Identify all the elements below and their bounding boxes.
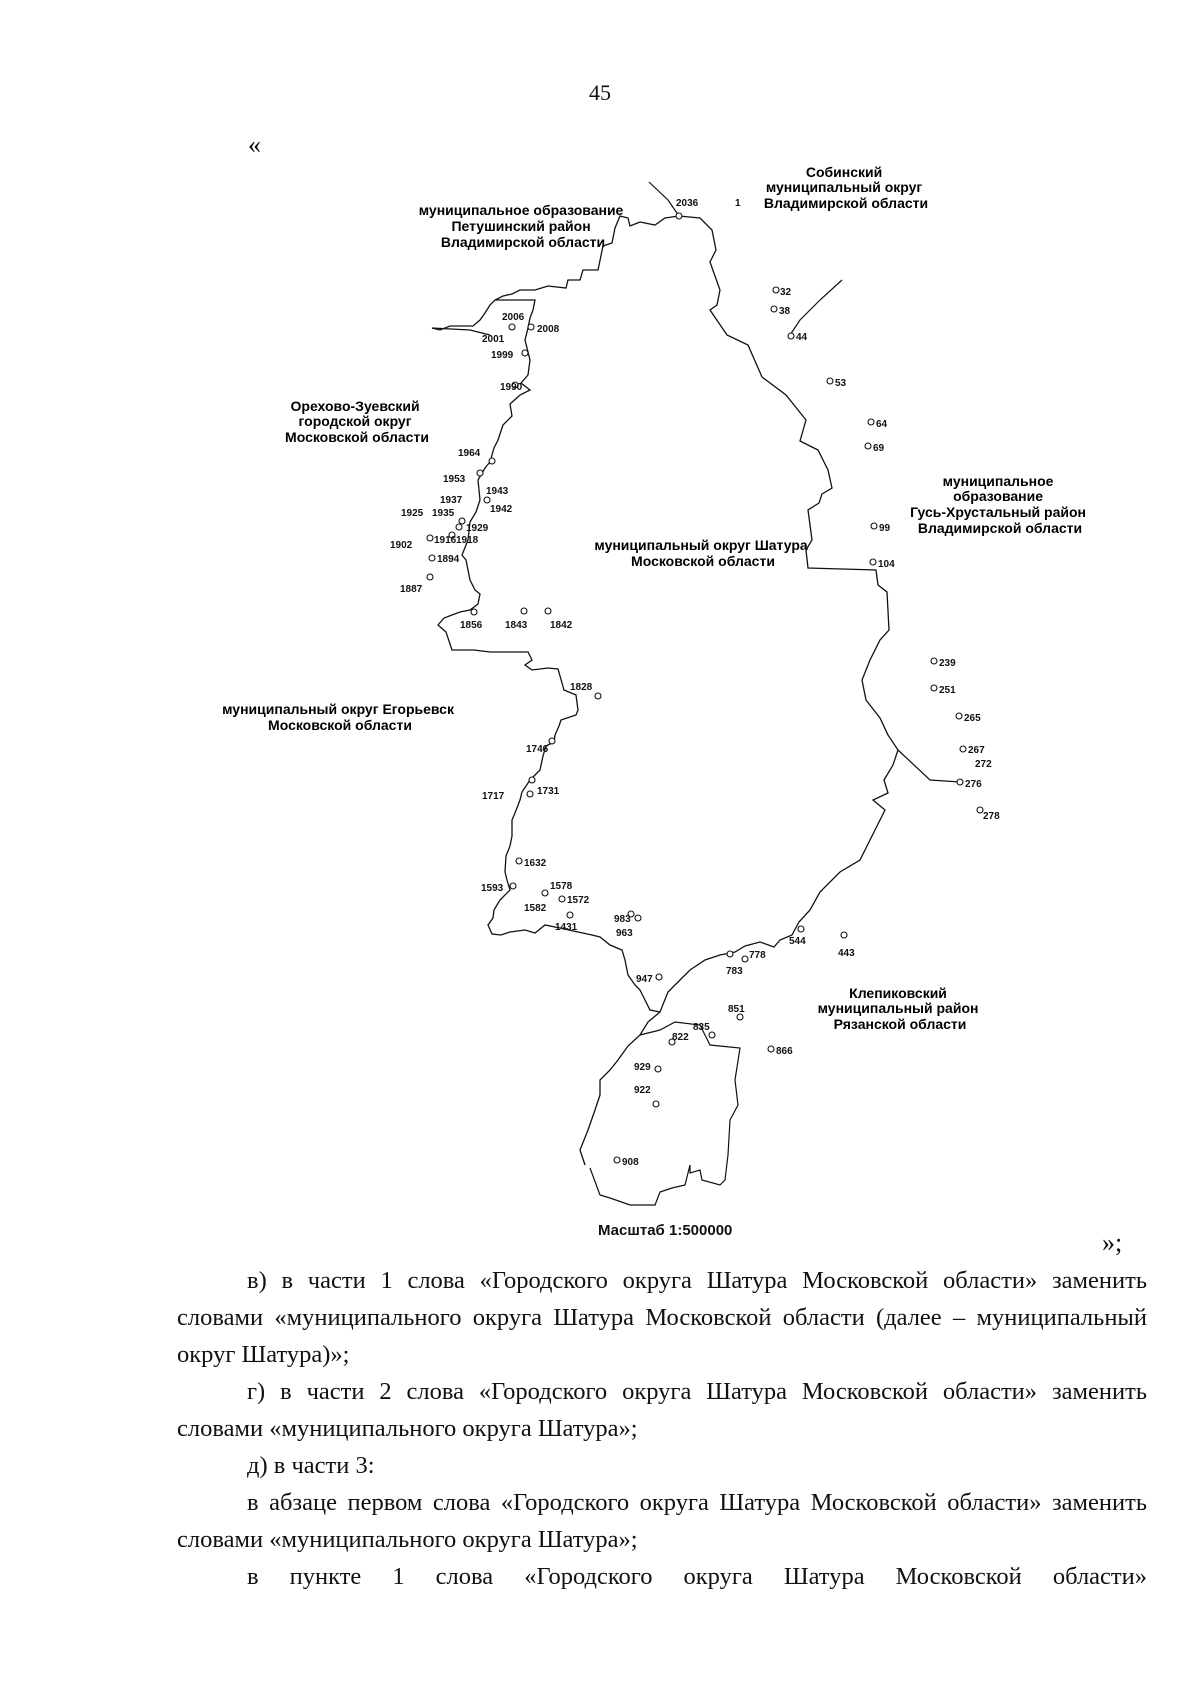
boundary-point-marker (595, 693, 601, 699)
point-number: 44 (796, 332, 808, 343)
point-number: 1746 (526, 744, 549, 755)
point-number: 1887 (400, 584, 423, 595)
boundary-point-marker (931, 685, 937, 691)
point-number: 1842 (550, 620, 573, 631)
point-number: 38 (779, 306, 791, 317)
point-number: 1856 (460, 620, 483, 631)
boundary-point-marker (771, 306, 777, 312)
enclave-line (590, 1022, 740, 1205)
boundary-point-marker (960, 746, 966, 752)
point-number: 443 (838, 948, 855, 959)
point-number: 1593 (481, 883, 504, 894)
region-label-petushinsky: муниципальное образование Петушинский район Владимирской области (418, 202, 624, 250)
point-number: 1717 (482, 791, 505, 802)
point-number: 99 (879, 523, 891, 534)
point-number: 1 (735, 198, 741, 209)
point-number: 1935 (432, 508, 455, 519)
point-number: 1894 (437, 554, 460, 565)
point-number: 783 (726, 966, 743, 977)
boundary-point-marker (516, 858, 522, 864)
point-number: 2036 (676, 198, 699, 209)
boundary-point-marker (527, 791, 533, 797)
point-number: 963 (616, 928, 633, 939)
boundary-point-marker (614, 1157, 620, 1163)
point-number: 1929 (466, 523, 489, 534)
boundary-point-marker (656, 974, 662, 980)
point-number: 1925 (401, 508, 424, 519)
point-number: 1942 (490, 504, 513, 515)
boundary-point-marker (871, 523, 877, 529)
boundary-point-marker (509, 324, 515, 330)
point-number: 1632 (524, 858, 547, 869)
point-number: 822 (672, 1032, 689, 1043)
boundary-point-marker (528, 324, 534, 330)
point-number: 778 (749, 950, 766, 961)
boundary-point-marker (841, 932, 847, 938)
point-number: 1953 (443, 474, 466, 485)
paragraph-v: в) в части 1 слова «Городского округа Шатура Московской области» заменить словами «муниципального округа Шатура Московской области (далее – муниципальный округ Шатура)»; (177, 1267, 1147, 1368)
boundary-point-marker (868, 419, 874, 425)
external-line (790, 280, 842, 335)
boundary-point-marker (788, 333, 794, 339)
boundary-point-marker (456, 524, 462, 530)
boundary-point-marker (676, 213, 682, 219)
boundary-point-marker (653, 1101, 659, 1107)
paragraph-abzats-1: в абзаце первом слова «Городского округа Шатура Московской области» заменить словами «муниципального округа Шатура»; (177, 1489, 1147, 1553)
point-number: 835 (693, 1022, 710, 1033)
point-number: 267 (968, 745, 985, 756)
boundary-point-marker (727, 951, 733, 957)
point-number: 1902 (390, 540, 413, 551)
boundary-point-marker (545, 608, 551, 614)
point-number: 1843 (505, 620, 528, 631)
paragraph-d: д) в части 3: (247, 1452, 375, 1479)
region-label-gus: муниципальное образование Гусь-Хрустальный район Владимирской области (910, 473, 1086, 536)
point-number: 1937 (440, 495, 463, 506)
boundary-line (438, 328, 660, 1012)
boundary-point-marker (870, 559, 876, 565)
point-number: 32 (780, 287, 792, 298)
map-scale: Масштаб 1:500000 (598, 1222, 733, 1239)
klepiki-enclave (590, 1022, 740, 1205)
boundary-point-marker (522, 350, 528, 356)
point-number: 851 (728, 1004, 745, 1015)
boundary-point-marker (957, 779, 963, 785)
boundary-point-marker (510, 883, 516, 889)
boundary-point-marker (427, 574, 433, 580)
boundary-point-marker (768, 1046, 774, 1052)
boundary-map (0, 160, 1200, 1210)
point-number: 1990 (500, 382, 523, 393)
boundary-point-marker (459, 518, 465, 524)
point-number: 1582 (524, 903, 547, 914)
boundary-point-marker (529, 777, 535, 783)
point-number: 251 (939, 685, 956, 696)
paragraph-punkt-1: в пункте 1 слова «Городского округа Шатура Московской области» (247, 1563, 1147, 1590)
external-boundaries (432, 182, 960, 782)
point-number: 1572 (567, 895, 590, 906)
boundary-point-marker (549, 738, 555, 744)
point-number: 64 (876, 419, 888, 430)
point-number: 544 (789, 936, 806, 947)
point-number: 1828 (570, 682, 593, 693)
point-number: 922 (634, 1085, 651, 1096)
point-number: 1731 (537, 786, 560, 797)
point-number: 866 (776, 1046, 793, 1057)
boundary-point-marker (956, 713, 962, 719)
point-number: 908 (622, 1157, 639, 1168)
opening-quote: « (248, 130, 261, 159)
page-number: 45 (589, 80, 611, 105)
point-number: 1918 (456, 535, 479, 546)
point-number: 2006 (502, 312, 525, 323)
boundary-point-marker (542, 890, 548, 896)
boundary-point-marker (427, 535, 433, 541)
point-number: 2008 (537, 324, 560, 335)
boundary-point-marker (429, 555, 435, 561)
point-number: 69 (873, 443, 885, 454)
document-text (177, 1262, 1147, 1595)
region-label-shatura: муниципальный округ Шатура Московской области (594, 537, 808, 569)
region-label-orekhovo: Орехово-Зуевский городской округ Московской области (285, 398, 429, 445)
point-number: 929 (634, 1062, 651, 1073)
point-number: 2001 (482, 334, 505, 345)
external-line (649, 182, 679, 216)
region-label-klepiki: Клепиковский муниципальный район Рязанской области (817, 985, 979, 1032)
point-number: 104 (878, 559, 895, 570)
paragraph-g: г) в части 2 слова «Городского округа Шатура Московской области» заменить словами «муниципального округа Шатура»; (177, 1378, 1147, 1442)
point-number: 1964 (458, 448, 481, 459)
boundary-point-marker (709, 1032, 715, 1038)
boundary-point-marker (477, 470, 483, 476)
boundary-point-marker (798, 926, 804, 932)
point-number: 265 (964, 713, 981, 724)
region-label-sobinsky: Собинский муниципальный округ Владимирской области (763, 164, 929, 211)
closing-quote: »; (1102, 1228, 1123, 1257)
boundary-point-marker (827, 378, 833, 384)
boundary-point-marker (484, 497, 490, 503)
boundary-point-marker (559, 896, 565, 902)
boundary-point-marker (865, 443, 871, 449)
point-number: 1943 (486, 486, 509, 497)
external-line (898, 750, 960, 782)
boundary-point-marker (567, 912, 573, 918)
boundary-point-marker (931, 658, 937, 664)
boundary-point-marker (773, 287, 779, 293)
point-number: 239 (939, 658, 956, 669)
point-number: 1999 (491, 350, 514, 361)
region-label-egorievsk: муниципальный округ Егорьевск Московской области (222, 701, 454, 733)
point-number: 983 (614, 914, 631, 925)
boundary-point-marker (635, 915, 641, 921)
boundary-point-marker (655, 1066, 661, 1072)
point-number: 272 (975, 759, 992, 770)
point-number: 947 (636, 974, 653, 985)
boundary-point-marker (521, 608, 527, 614)
point-number: 278 (983, 811, 1000, 822)
boundary-point-marker (471, 609, 477, 615)
point-number: 1916 (434, 535, 457, 546)
boundary-point-marker (489, 458, 495, 464)
point-number: 1578 (550, 881, 573, 892)
point-number: 53 (835, 378, 847, 389)
boundary-point-marker (742, 956, 748, 962)
point-number: 1431 (555, 922, 578, 933)
point-number: 276 (965, 779, 982, 790)
